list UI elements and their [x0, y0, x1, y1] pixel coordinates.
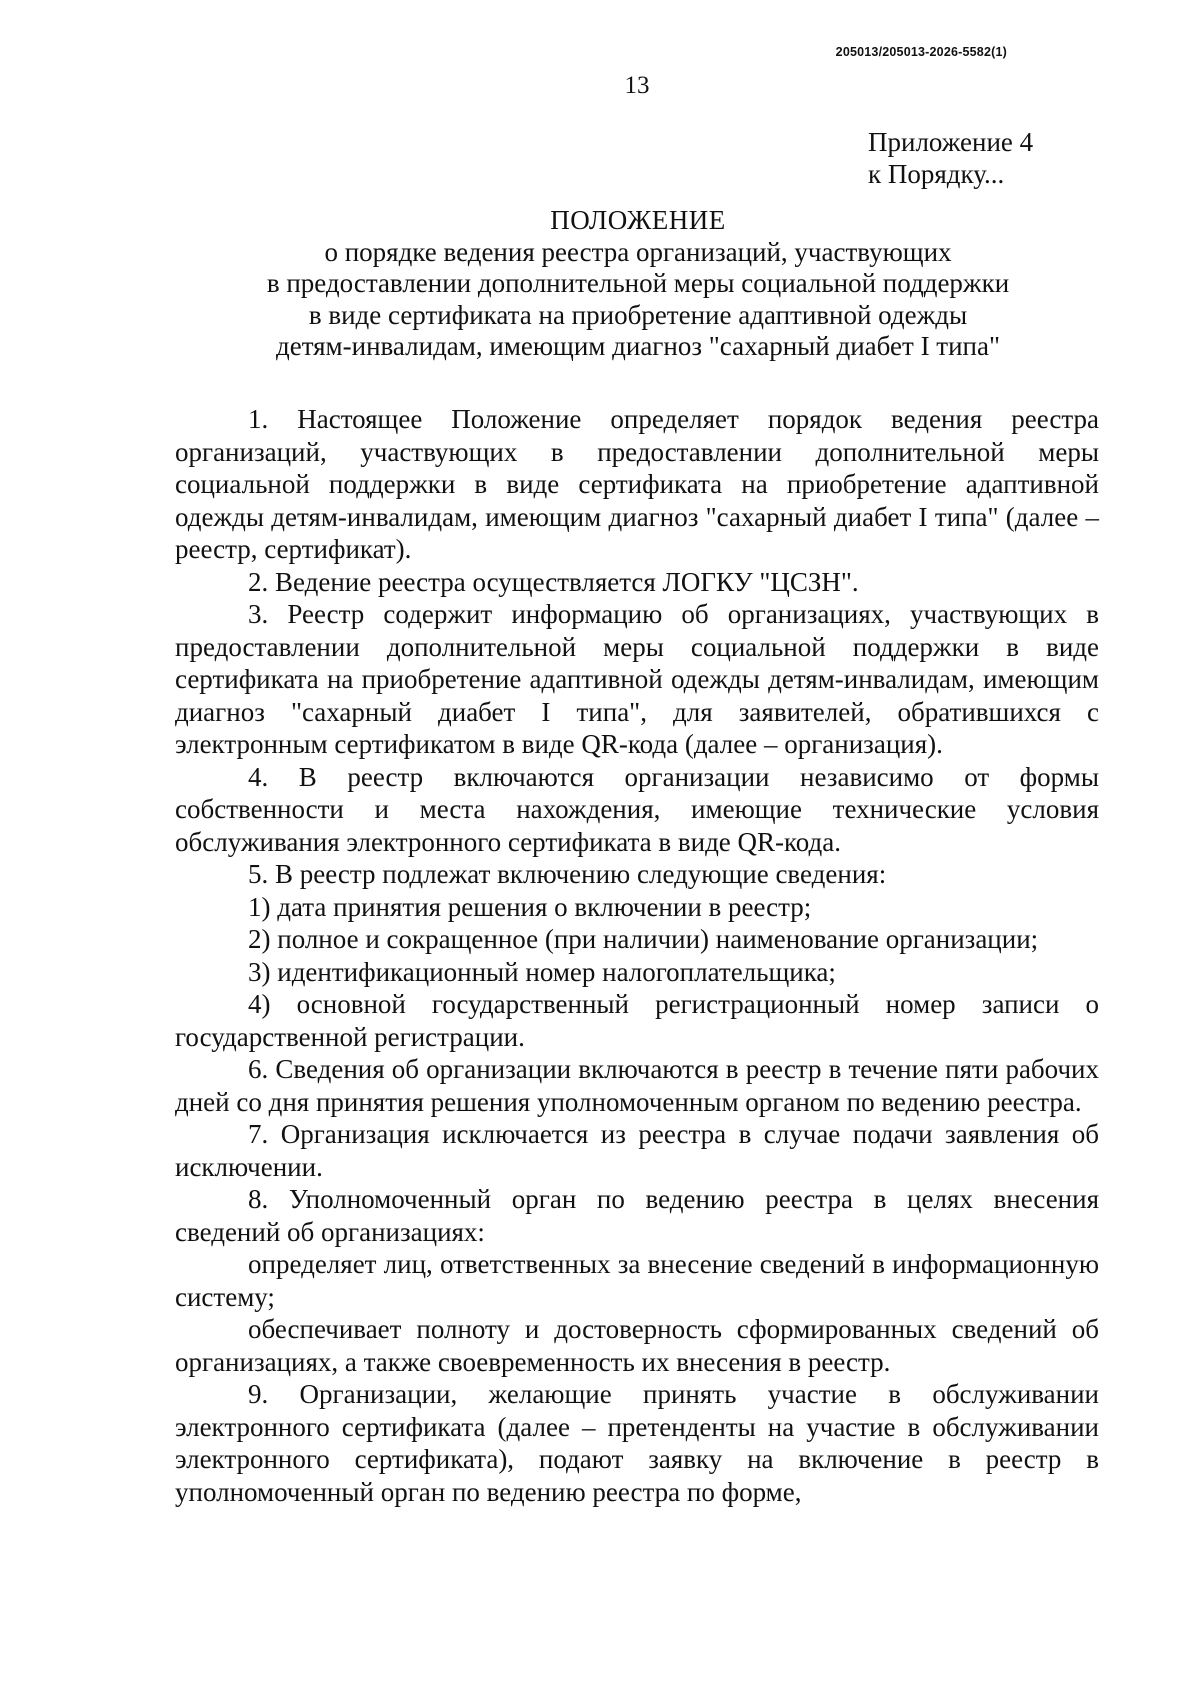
title-heading: ПОЛОЖЕНИЕ: [550, 205, 726, 235]
duty-item-2: обеспечивает полноту и достоверность сформированных сведений об организациях, а также своевременность их внесения в реестр.: [175, 1314, 1099, 1377]
title-line-3: в виде сертификата на приобретение адаптивной одежды: [308, 299, 968, 330]
paragraph-6: 6. Сведения об организации включаются в реестр в течение пяти рабочих дней со дня принятия решения уполномоченным органом по ведению реестра.: [175, 1054, 1099, 1117]
paragraph-8: 8. Уполномоченный орган по ведению реестра в целях внесения сведений об организациях:: [175, 1184, 1099, 1247]
list-item-1: 1) дата принятия решения о включении в реестр;: [248, 891, 812, 922]
appendix-reference: [868, 126, 1033, 190]
duty-item-1: определяет лиц, ответственных за внесение сведений в информационную систему;: [175, 1249, 1099, 1312]
appendix-line-1: Приложение 4: [868, 127, 1034, 157]
title-line-4: детям-инвалидам, имеющим диагноз "сахарный диабет I типа": [275, 331, 1001, 361]
paragraph-1: 1. Настоящее Положение определяет порядок ведения реестра организаций, участвующих в предоставлении дополнительной меры социальной поддержки в виде сертификата на приобретение адаптивной одежды детям-инвалидам, имеющим диагноз "сахарный диабет I типа" (далее – реестр, сертификат).: [175, 404, 1099, 564]
document-body: [175, 403, 1099, 1508]
title-line-2: в предоставлении дополнительной меры социальной поддержки: [266, 268, 1010, 298]
paragraph-2: 2. Ведение реестра осуществляется ЛОГКУ "ЦСЗН".: [248, 566, 859, 597]
appendix-line-2: к Порядку...: [868, 159, 1005, 189]
page-number: 13: [624, 72, 650, 99]
paragraph-7: 7. Организация исключается из реестра в случае подачи заявления об исключении.: [175, 1119, 1099, 1182]
list-item-3: 3) идентификационный номер налогоплательщика;: [248, 956, 836, 987]
paragraph-9: 9. Организации, желающие принять участие в обслуживании электронного сертификата (далее – претенденты на участие в обслуживании электронного сертификата), подают заявку на включение в реестр в уполномоченный орган по ведению реестра по форме,: [175, 1379, 1099, 1507]
paragraph-3: 3. Реестр содержит информацию об организациях, участвующих в предоставлении дополнительной меры социальной поддержки в виде сертификата на приобретение адаптивной одежды детям-инвалидам, имеющим диагноз "сахарный диабет I типа", для заявителей, обратившихся с электронным сертификатом в виде QR-кода (далее – организация).: [175, 599, 1099, 759]
paragraph-5: 5. В реестр подлежат включению следующие сведения:: [248, 859, 887, 889]
list-item-4: 4) основной государственный регистрационный номер записи о государственной регистрации.: [175, 989, 1099, 1052]
title-line-1: о порядке ведения реестра организаций, участвующих: [324, 236, 952, 267]
document-id: 205013/205013-2026-5582(1): [835, 45, 1007, 59]
paragraph-4: 4. В реестр включаются организации независимо от формы собственности и места нахождения, имеющие технические условия обслуживания электронного сертификата в виде QR-кода.: [175, 761, 1099, 857]
document-title: [238, 205, 1038, 363]
list-item-2: 2) полное и сокращенное (при наличии) наименование организации;: [248, 924, 1039, 954]
